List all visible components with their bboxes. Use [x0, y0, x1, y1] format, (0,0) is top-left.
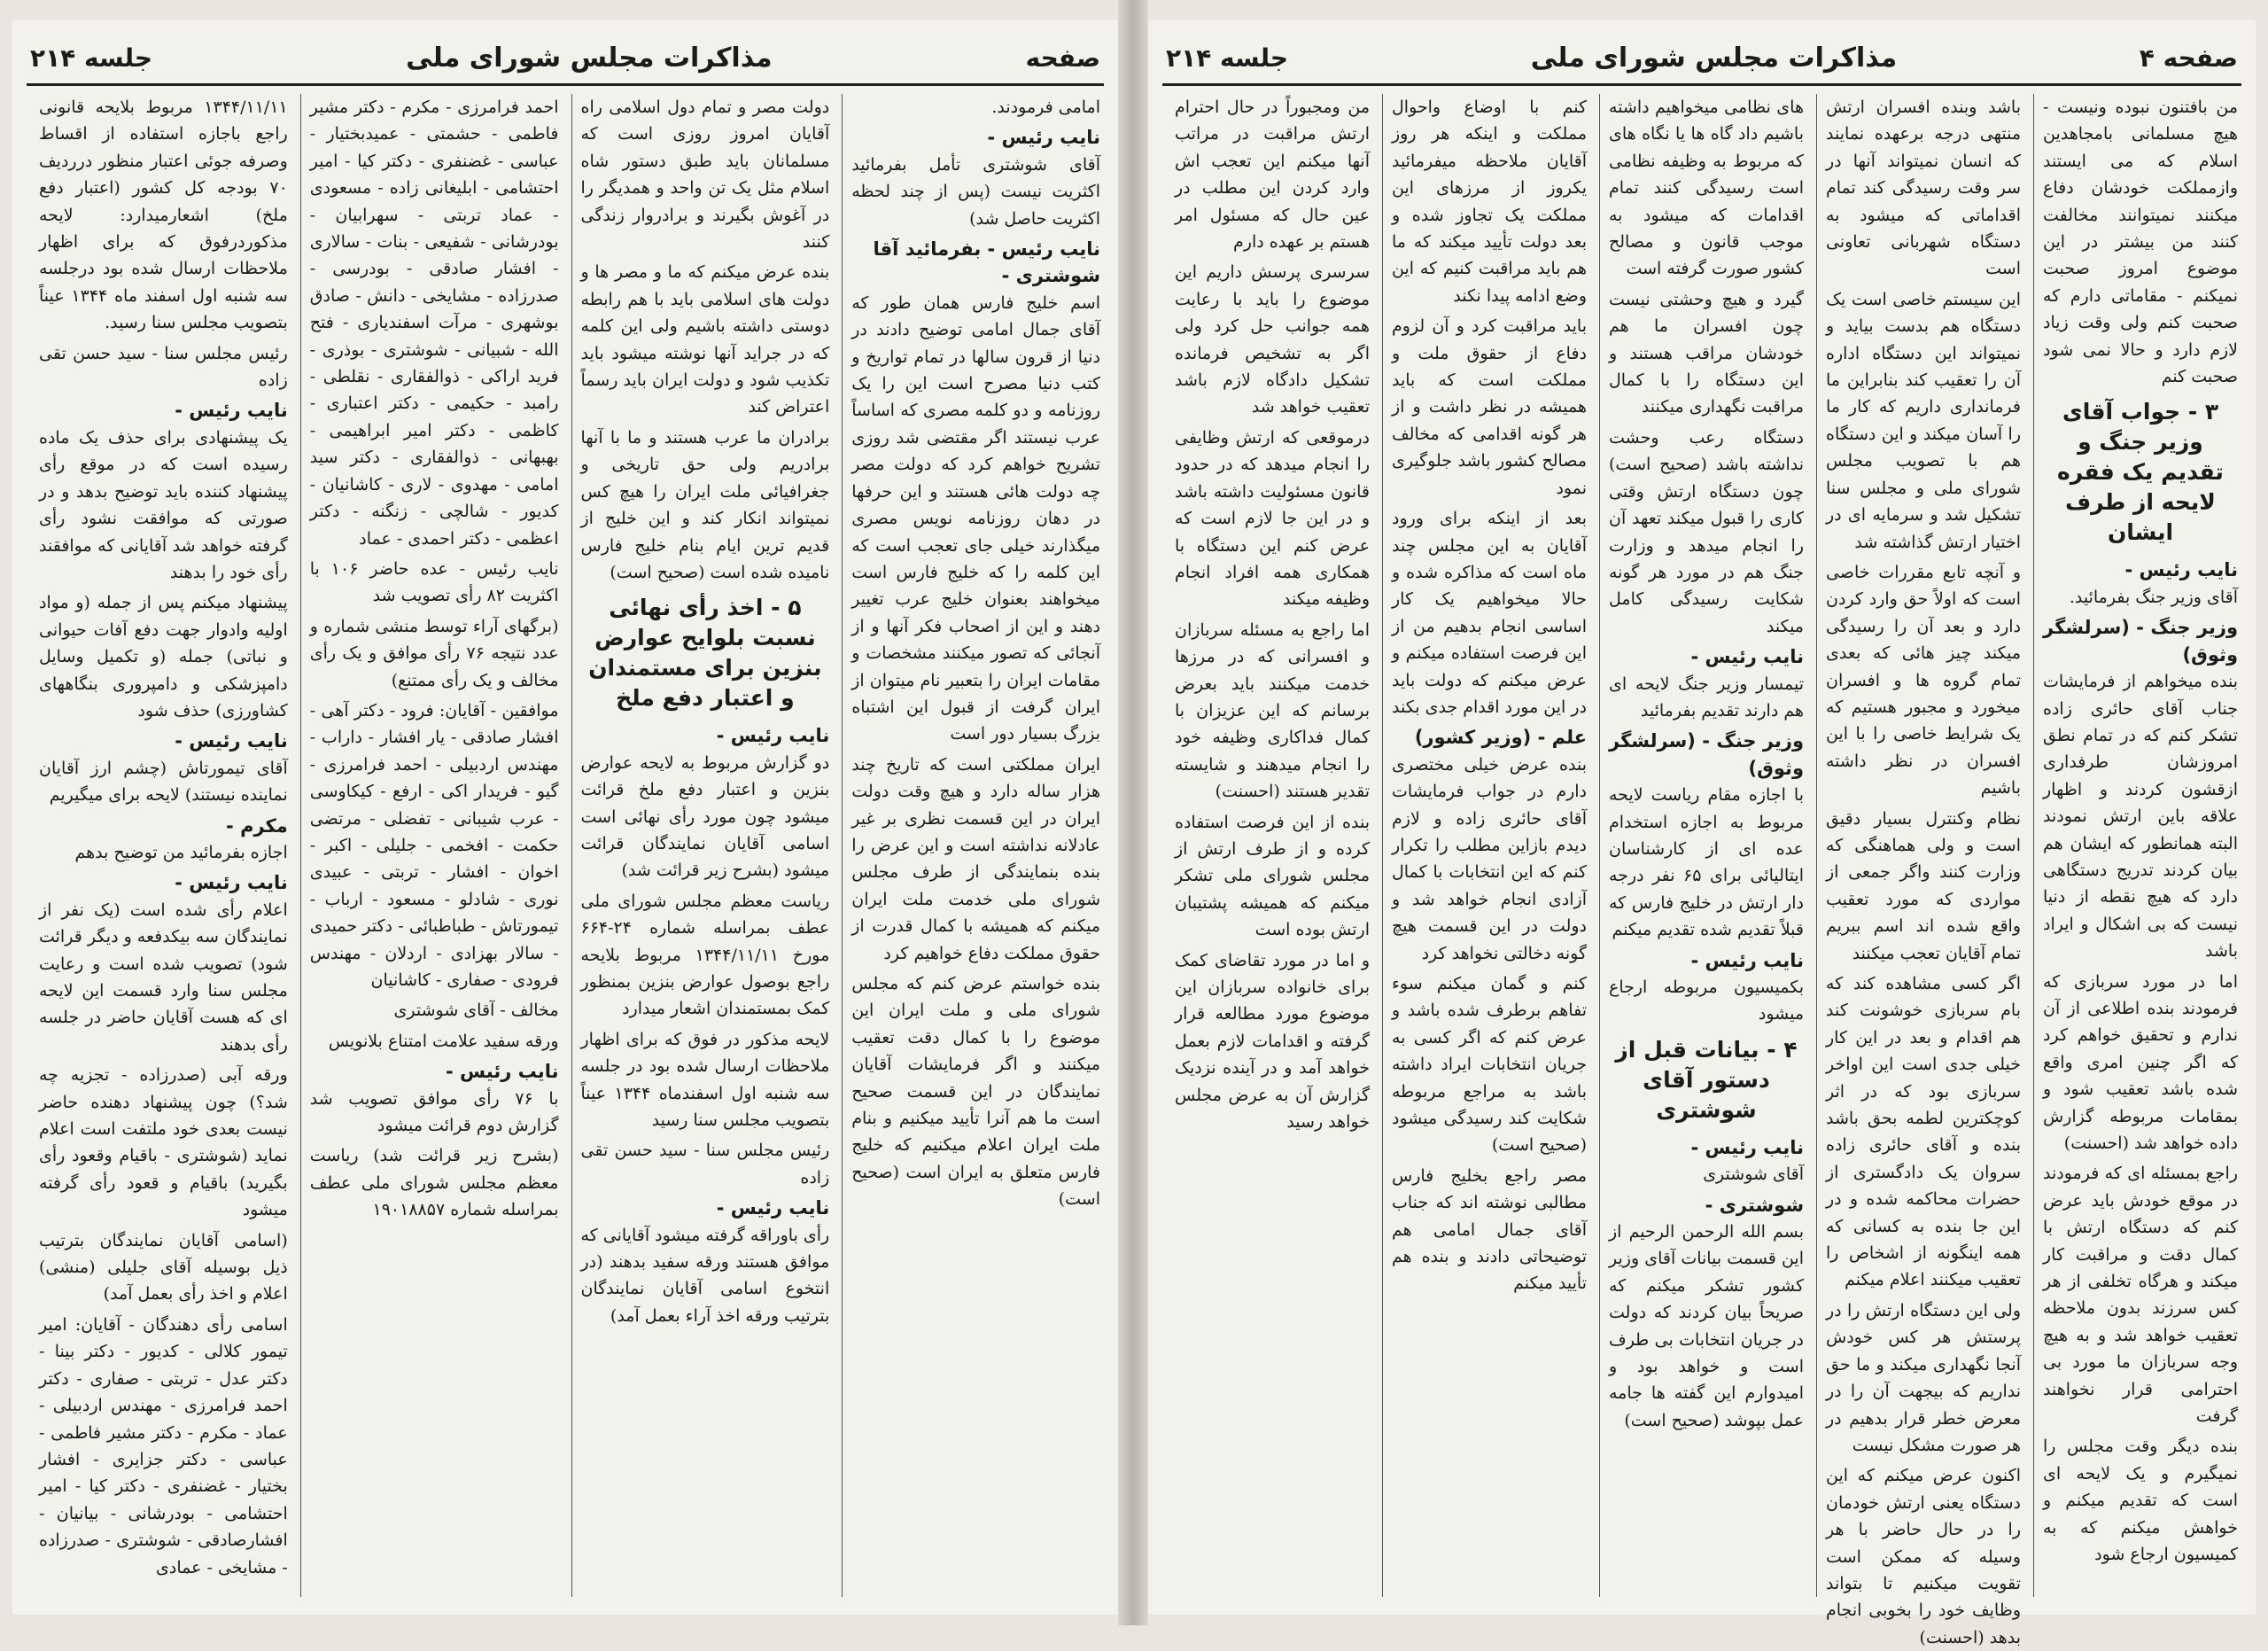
page-header	[30, 35, 1100, 80]
paragraph: ایران مملکتی است که تاریخ چند هزار ساله دارد و هیچ وقت دولت ایران در این قسمت نظری بر غیر عادلانه نداشته است و این عرض را بنده بنمایندگی از طرف مجلس شورای ملی خدمت ملت ایران میکنم که همیشه با کمال قدرت از حقوق مملکت دفاع خواهیم کرد	[851, 754, 1100, 963]
page-label: صفحه	[1025, 43, 1100, 73]
page-left	[12, 19, 1118, 1615]
speaker-label: وزیر جنگ - (سرلشگر وثوق)	[2043, 617, 2238, 666]
paragraph: کنم با اوضاع واحوال مملکت و اینکه هر روز آقایان ملاحظه میفرمائید یکروز از مرزهای این مملکت یک تجاوز شده و بعد دولت تأیید میکند که ما هم باید مراقبت کنیم که این وضع ادامه پیدا نکند	[1392, 97, 1587, 306]
paragraph: بنده عرض خیلی مختصری دارم در جواب فرمایشات آقای حائری زاده و لازم دیدم بازاین مطلب را تکرار کنم که این انتخابات با کمال آزادی انجام خواهد شد و دولت در این قسمت هیچ گونه دخالتی نخواهد کرد	[1392, 754, 1587, 963]
paragraph: بنده عرض میکنم که ما و مصر ها و دولت های اسلامی باید با هم رابطه دوستی داشته باشیم ولی این کلمه که در جراید آنها نوشته میشود باید تکذیب شود و دولت ایران باید رسماً اعتراض کند	[580, 262, 830, 417]
paragraph: با ۷۶ رأی موافق تصویب شد گزارش دوم قرائت میشود	[309, 1088, 559, 1136]
paragraph: بسم الله الرحمن الرحیم از این قسمت بیانات آقای وزیر کشور تشکر میکنم که صریحاً بیان کردند که دولت در جریان انتخابات بی طرف است و خواهد بود و امیدوارم این گفته ها جامه عمل بپوشد (صحیح است)	[1609, 1222, 1804, 1430]
text-column	[1166, 94, 1370, 1597]
paragraph: امامی فرمودند.	[991, 97, 1100, 117]
paragraph: ورقه سفید علامت امتناع بلانویس	[328, 1031, 559, 1051]
page-right	[1148, 19, 2256, 1647]
speaker-label: نایب رئیس -	[175, 400, 288, 422]
page-header	[1166, 35, 2238, 80]
paragraph: این سیستم خاصی است یک دستگاه هم بدست بیاید و نمیتواند این دستگاه اداره آن را تعقیب کند بنابراین ما فرمانداری داریم که کار ما را آسان میکند و این دستگاه هم با تصویب مجلس شورای ملی و مجلس سنا تشکیل شد و سرمایه ای در اختیار ارتش گذاشته شد	[1826, 289, 2021, 552]
page-title: مذاکرات مجلس شورای ملی	[1530, 42, 1898, 74]
speaker-label: نایب رئیس -	[1690, 949, 1804, 971]
text-column	[1382, 94, 1587, 1597]
paragraph: ولی این دستگاه ارتش را در پرستش هر کس خودش آنجا نگهداری میکند و ما حق نداریم که بیجهت آن را در معرض خطر قرار بدهیم در هر صورت مشکل نیست	[1826, 1300, 2021, 1455]
paragraph: باشد وبنده افسران ارتش منتهی درجه برعهده نمایند که انسان نمیتواند آنها در سر وقت رسیدگی کند تمام اقداماتی که میشود به دستگاه شهربانی تعاونی است	[1826, 97, 2021, 279]
paragraph: یک پیشنهادی برای حذف یک ماده رسیده است که در موقع رأی پیشنهاد کننده باید توضیح بدهد و در صورتی که موافقت نشود رأی گرفته خواهد شد آقایانی که موافقند رأی خود را بدهند	[39, 427, 288, 582]
paragraph: نظام وکنترل بسیار دقیق است و ولی هماهنگی که وزارت کنند واگر جمعی از مواردی که مورد تعقیب واقع شده اند اسم ببریم تمام آقایان تعجب میکنند	[1826, 808, 2021, 963]
speaker-label: شوشتری -	[1001, 265, 1100, 287]
paragraph: آقای وزیر جنگ بفرمائید.	[2069, 587, 2238, 607]
paragraph: تیمسار وزیر جنگ لایحه ای هم دارند تقدیم بفرمائید	[1609, 674, 1804, 720]
paragraph: آقای شوشتری تأمل بفرمائید اکثریت نیست (پس از چند لحظه اکثریت حاصل شد)	[851, 154, 1100, 229]
text-column	[571, 94, 830, 1597]
speaker-label: نایب رئیس -	[716, 1197, 830, 1219]
paragraph: دستگاه رعب وحشت نداشته باشد (صحیح است) چون دستگاه ارتش وقتی کاری را قبول میکند تعهد آن را انجام میدهد و وزارت جنگ هم در مورد هر گونه شکایت رسیدگی کامل میکند	[1609, 427, 1804, 636]
paragraph: بنده خواستم عرض کنم که مجلس شورای ملی و ملت ایران این موضوع را با کمال دقت تعقیب میکنند و اگر فرمایشات آقایان نمایندگان در این قسمت صحیح است ما هم آنرا تأیید میکنیم و بنام ملت ایران اعلام میکنیم که خلیج فارس متعلق به ایران است (صحیح است)	[851, 974, 1100, 1210]
book-gutter	[1118, 0, 1148, 1625]
paragraph: رئیس مجلس سنا - سید حسن تقی زاده	[580, 1141, 830, 1188]
text-column	[842, 94, 1100, 1597]
speaker-label: نایب رئیس - بفرمائید آقا	[873, 238, 1100, 261]
page-label: صفحه ۴	[2139, 43, 2238, 73]
paragraph: و اما در مورد تقاضای کمک برای خانواده سربازان این موضوع مورد مطالعه قرار گرفته و اقدامات لازم بعمل خواهد آمد و در آینده نزدیک گزارش آن به عرض مجلس خواهد رسید	[1175, 950, 1370, 1133]
paragraph: احمد فرامرزی - مکرم - دکتر مشیر فاطمی - حشمتی - عمیدبختیار - عباسی - غضنفری - دکتر کیا - امیر احتشامی - ابلیغانی زاده - مسعودی - عماد تربتی - سهرابیان - بودرشانی - شفیعی - بنات - سالاری - افشار صادقی - بودرسی - صدرزاده - مشایخی - دانش - صادق بوشهری - مرآت اسفندیاری - فتح الله - شبیانی - شوشتری - بوذری - فرید اراکی - ذوالفقاری - نقلطی - رامبد - حکیمی - دکتر اعتباری - کاظمی - دکتر امیر ابراهیمی - بهبهانی - ذوالفقاری - دکتر سید امامی - مهدوی - لاری - کاشانیان - کدیور - شالچی - زنگنه - دکتر اعظمی - دکتر احمدی - عماد	[309, 97, 559, 549]
paragraph: ورقه آبی (صدرزاده - تجزیه چه شد؟) چون پیشنهاد دهنده حاضر نیست بعدی خود ملتفت است اعلام نماید (شوشتری - باقیام وقعود رأی بگیرید) باقیام و قعود رأی گرفته میشود	[39, 1065, 288, 1220]
paragraph: اسامی رأی دهندگان - آقایان: امیر تیمور کلالی - کدیور - دکتر بینا - دکتر عدل - تربتی - صفاری - دکتر احمد فرامرزی - مهندس اردبیلی - عماد - مکرم - دکتر مشیر فاطمی - عباسی - دکتر جزایری - افشار بختیار - غضنفری - دکتر کیا - امیر احتشامی - بودرشانی - بیانیان - افشارصادقی - شوشتری - صدرزاده - مشایخی - عمادی	[39, 1314, 288, 1577]
paragraph: ریاست معظم مجلس شورای ملی عطف بمراسله شماره ۲۴-۶۶۴ مورخ ۱۳۴۴/۱۱/۱۱ مربوط بلایحه راجع بوصول عوارض بنزین بمنظور کمک بمستمندان اشعار میدارد	[580, 891, 830, 1019]
paragraph: موافقین - آقایان: فرود - دکتر آهی - افشار صادقی - یار افشار - داراب - مهندس اردبیلی - احمد فرامرزی - گیو - فریدار اکی - ارفع - کیکاوسی - عرب شیبانی - تفضلی - مرتضی حکمت - افخمی - جلیلی - اکبر - اخوان - افشار - تربتی - عبیدی نوری - شادلو - مسعود - ارباب - تیمورتاش - طباطبائی - دکتر حمیدی - سالار بهزادی - اردلان - مهندس فرودی - صفاری - کاشانیان	[309, 700, 559, 990]
paragraph: بعد از اینکه برای ورود آقایان به این مجلس چند ماه است که مذاکره شده و حالا میخواهیم یک کار اساسی انجام بدهیم من از این فرصت استفاده میکنم و عرض میکنم که دولت باید در این مورد اقدام جدی بکند	[1392, 509, 1587, 717]
paragraph: بنده از این فرصت استفاده کرده و از طرف ارتش از مجلس شورای ملی تشکر میکنم که همیشه پشتیبان ارتش بوده است	[1175, 812, 1370, 940]
paragraph: درموقعی که ارتش وظایفی را انجام میدهد که در حدود قانون مسئولیت داشته باشد و در این جا لازم است که عرض کنم این دستگاه با همکاری همه افراد انجام وظیفه میکند	[1175, 427, 1370, 610]
paragraph: من ومجبوراً در حال احترام ارتش مراقبت در مراتب آنها میکنم این تعجب اش وارد کردن این مطلب در عین حال که مسئول امر هستم بر عهده دارم	[1175, 97, 1370, 253]
section-heading: ۵ - اخذ رأی نهائی نسبت بلوایح عوارض بنزین برای مستمندان و اعتبار دفع ملخ	[588, 595, 822, 712]
paragraph: برادران ما عرب هستند و ما با آنها برادریم ولی حق تاریخی و جغرافیائی ملت ایران را هیچ کس نمیتواند انکار کند و این خلیج از قدیم ترین ایام بنام خلیج فارس نامیده شده است (صحیح است)	[580, 427, 830, 582]
paragraph: سرسری پرسش داریم این موضوع را باید با رعایت همه جوانب حل کرد ولی اگر به تشخیص فرمانده تشکیل دادگاه لازم باشد تعقیب خواهد شد	[1175, 262, 1370, 417]
paragraph: بنده میخواهم از فرمایشات جناب آقای حائری زاده تشکر کنم که در تمام نطق امروزشان طرفداری ازقشون کردند و اظهار علاقه باین ارتش نمودند البته همانطور که ایشان هم بیان کردند تدریج دستگاهی دارد که هیچ نقطه از دنیا نیست که بی اشکال و ایراد باشد	[2043, 672, 2238, 962]
header-rule	[27, 83, 1104, 86]
paragraph: (بشرح زیر قرائت شد) ریاست معظم مجلس شورای ملی عطف بمراسله شماره ۱۹۰۱۸۸۵۷	[309, 1146, 559, 1220]
speaker-label: شوشتری -	[1705, 1194, 1804, 1216]
speaker-label: نایب رئیس -	[175, 872, 288, 894]
paragraph: رأی باوراقه گرفته میشود آقایانی که موافق هستند ورقه سفید بدهند (در انتخوع اسامی آقایان نمایندگان بترتیب ورقه اخذ آراء بعمل آمد)	[580, 1225, 830, 1326]
paragraph: (برگهای آراء توسط منشی شماره و عدد نتیجه ۷۶ رأی موافق و یک رأی مخالف و یک رأی ممتنع)	[309, 616, 559, 690]
speaker-label: نایب رئیس -	[446, 1061, 559, 1083]
text-columns	[30, 94, 1100, 1597]
paragraph: اسم خلیج فارس همان طور که آقای جمال امامی توضیح دادند در دنیا از قرون سالها در تمام تواریخ و کتب دنیا مصرح است این را یک روزنامه و دو کلمه مصری که اساساً عرب نیستند اگر مقتضی شد روزی تشریح خواهم کرد که دولت مصر چه دولت هائی هستند و این حرفها در دهان روزنامه نویس مصری میگذارند خیلی جای تعجب است که این کلمه را که خلیج فارس است میخواهند بعنوان خلیج عرب تغییر دهند و این از اصحاب فکر آنها و از آنجائی که تصور میکنند مشخصات و مقامات ایران را بتعبیر نام میتوان از ایران گرفت از قبول این اشتباه بزرگ بسیار دور است	[851, 292, 1100, 744]
speaker-label: نایب رئیس -	[175, 730, 288, 752]
speaker-label: نایب رئیس -	[1690, 1136, 1804, 1158]
section-heading: ۴ - بیانات قبل از دستور آقای شوشتری	[1615, 1036, 1798, 1123]
speaker-label: نایب رئیس -	[1690, 646, 1804, 668]
paragraph: با اجازه مقام ریاست لایحه مربوط به اجازه استخدام عده ای از کارشناسان ایتالیائی برای ۶۵ نفر درجه دار ارتش در خلیج فارس که قبلاً تقدیم شده تقدیم میکنم	[1609, 785, 1805, 940]
paragraph: باید مراقبت کرد و آن لزوم دفاع از حقوق ملت و مملکت است که باید همیشه در نظر داشت و از هر گونه اقدامی که مخالف مصالح کشور باشد جلوگیری نمود	[1392, 316, 1587, 498]
paragraph: مخالف - آقای شوشتری	[393, 1001, 559, 1021]
paragraph: های نظامی میخواهیم داشته باشیم داد گاه ها یا نگاه های که مربوط به وظیفه نظامی است رسیدگی کنند تمام اقدامات که میشود به موجب قانون و مصالح کشور صورت گرفته است	[1609, 97, 1804, 279]
speaker-label: مکرم -	[226, 814, 288, 837]
speaker-label: نایب رئیس -	[2124, 559, 2238, 581]
paragraph: پیشنهاد میکنم پس از جمله (و مواد اولیه وادوار جهت دفع آفات حیوانی و نباتی) جمله (و تکمیل وسایل دامپزشکی و دامپروری بنگاههای کشاورزی) حذف شود	[39, 593, 288, 720]
speaker-label: وزیر جنگ - (سرلشگر وثوق)	[1609, 730, 1804, 779]
text-columns	[1166, 94, 2238, 1647]
paragraph: آقای تیمورتاش (چشم ارز آقایان نماینده نیستند) لایحه برای میگیریم	[39, 758, 288, 806]
paragraph: دولت مصر و تمام دول اسلامی راه آقایان امروز روزی است که مسلمانان باید طبق دستور شاه اسلام مثل یک تن واحد و همدیگر را در آغوش بگیرند و برادروار زندگی کنند	[580, 97, 830, 253]
speaker-label: نایب رئیس -	[987, 127, 1100, 149]
header-rule	[1162, 83, 2241, 86]
paragraph: من بافتنون نبوده ونیست - هیچ مسلمانی بامجاهدین اسلام که می ایستند وازمملکت خودشان دفاع میکنند نمیتوانند مخالفت کنند من بیشتر در این موضوع امروز صحبت نمیکنم - مقاماتی دارم که صحبت کنم ولی وقت زیاد لازم دارد و حالا نمی شود صحبت کنم	[2043, 97, 2238, 387]
paragraph: دو گزارش مربوط به لایحه عوارض بنزین و اعتبار دفع ملخ قرائت میشود چون مورد رأی نهائی است اسامی آقایان نمایندگان قرائت میشود (بشرح زیر قرائت شد)	[580, 752, 830, 881]
paragraph: مصر راجع بخلیج فارس مطالبی نوشته اند که جناب آقای جمال امامی هم توضیحاتی دادند و بنده هم تأیید میکنم	[1392, 1165, 1587, 1294]
paragraph: اجازه بفرمائید من توضیح بدهم	[74, 842, 288, 862]
speaker-label: علم - (وزیر کشور)	[1414, 727, 1587, 749]
paragraph: اکنون عرض میکنم که این دستگاه یعنی ارتش خودمان را در حال حاضر با هر وسیله که ممکن است تقویت میکنیم تا بتواند وظایف خود را بخوبی انجام بدهد (احسنت)	[1826, 1466, 2021, 1647]
paragraph: لایحه مذکور در فوق که برای اظهار ملاحظات ارسال شده بود در جلسه سه شنبه اول اسفندماه ۱۳۴۴ عیناً بتصویب مجلس سنا رسید	[580, 1029, 830, 1130]
paragraph: اگر کسی مشاهده کند که بام سربازی خوشونت کند هم اقدام و بعد در این کار خیلی جدی است این اواخر سربازی بود که در اثر کوچکترین لطمه بحق باشد بنده و آقای حائری زاده سروان یک دادگستری از حضرات محاکمه شده و در این جا بنده به کسانی که همه اینگونه از اشخاص را تعقیب میکنند اعلام میکنم	[1826, 974, 2021, 1290]
section-heading: ۳ - جواب آقای وزیر جنگ و تقدیم یک فقره لایحه از طرف ایشان	[2057, 399, 2224, 546]
paragraph: بنده دیگر وقت مجلس را نمیگیرم و یک لایحه ای است که تقدیم میکنم و خواهش میکنم که به کمیسیون ارجاع شود	[2043, 1437, 2238, 1565]
text-column	[30, 94, 288, 1597]
paragraph: کنم و گمان میکنم سوء تفاهم برطرف شده باشد و عرض کنم که اگر کسی به جریان انتخابات ایراد داشته باشد به مراجع مربوطه شکایت کند رسیدگی میشود (صحیح است)	[1392, 974, 1587, 1156]
text-column	[1816, 94, 2021, 1647]
paragraph: بکمیسیون مربوطه ارجاع میشود	[1609, 977, 1804, 1024]
session-label: جلسه ۲۱۴	[30, 43, 153, 73]
paragraph: رئیس مجلس سنا - سید حسن تقی زاده	[39, 343, 288, 391]
paragraph: اما راجع به مسئله سربازان و افسرانی که در مرزها خدمت میکنند باید بعرض برسانم که این عزیزان با کمال فداکاری وظیفه خود را انجام میدهند و شایسته تقدیر هستند (احسنت)	[1175, 619, 1370, 802]
paragraph: گیرد و هیچ وحشتی نیست چون افسران ما هم خودشان مراقب هستند و این دستگاه را با کمال مراقبت نگهداری میکنند	[1609, 289, 1804, 417]
page-title: مذاکرات مجلس شورای ملی	[406, 42, 773, 74]
paragraph: اما در مورد سربازی که فرمودند بنده اطلاعی از آن ندارم و تحقیق خواهم کرد که اگر چنین امری واقع شده باشد تعقیب شود و بمقامات مربوطه گزارش داده خواهد شد (احسنت)	[2043, 971, 2238, 1153]
paragraph: اعلام رأی شده است (یک نفر از نمایندگان سه بیکدفعه و دیگر قرائت شود) تصویب شده است و رعایت مجلس سنا وارد قسمت این لایحه ای که هست آقایان حاضر در جلسه رأی بدهند	[38, 899, 288, 1055]
paragraph: راجع بمسئله ای که فرمودند در موقع خودش باید عرض کنم که دستگاه ارتش با کمال دقت و مراقبت کار میکند و هرگاه تخلفی از هر کس سرزند بدون ملاحظه تعقیب خواهد شد و به هیچ وجه سربازان ما مورد بی احترامی قرار نخواهند گرفت	[2043, 1164, 2238, 1427]
session-label: جلسه ۲۱۴	[1166, 43, 1289, 73]
paragraph: ۱۳۴۴/۱۱/۱۱ مربوط بلایحه قانونی راجع باجازه استفاده از اقساط وصرفه جوئی اعتبار منظور درردیف ۷۰ بودجه کل کشور (اعتبار دفع ملخ) اشعارمیدارد: لایحه مذکوردرفوق که برای اظهار ملاحظات ارسال شده بود درجلسه سه شنبه اول اسفند ماه ۱۳۴۴ عیناً بتصویب مجلس سنا رسید.	[39, 97, 288, 333]
paragraph: (اسامی آقایان نمایندگان بترتیب ذیل بوسیله آقای جلیلی (منشی) اعلام و اخذ رأی بعمل آمد)	[39, 1230, 288, 1304]
paragraph: آقای شوشتری	[1703, 1164, 1804, 1185]
paragraph: و آنچه تابع مقررات خاصی است که اولاً حق وارد کردن دارد و بعد آن را رسیدگی میکند چیز هائی که بعدی تمام گروه ها و افسران میخورد و مجبور هستیم که یک شرایط خاصی را با این افسران در نظر داشته باشیم	[1826, 562, 2021, 798]
text-column	[2033, 94, 2238, 1597]
text-column	[1599, 94, 1804, 1597]
text-column	[300, 94, 559, 1597]
speaker-label: نایب رئیس -	[716, 725, 830, 747]
paragraph: نایب رئیس - عده حاضر ۱۰۶ با اکثریت ۸۲ رأی تصویب شد	[309, 558, 559, 606]
